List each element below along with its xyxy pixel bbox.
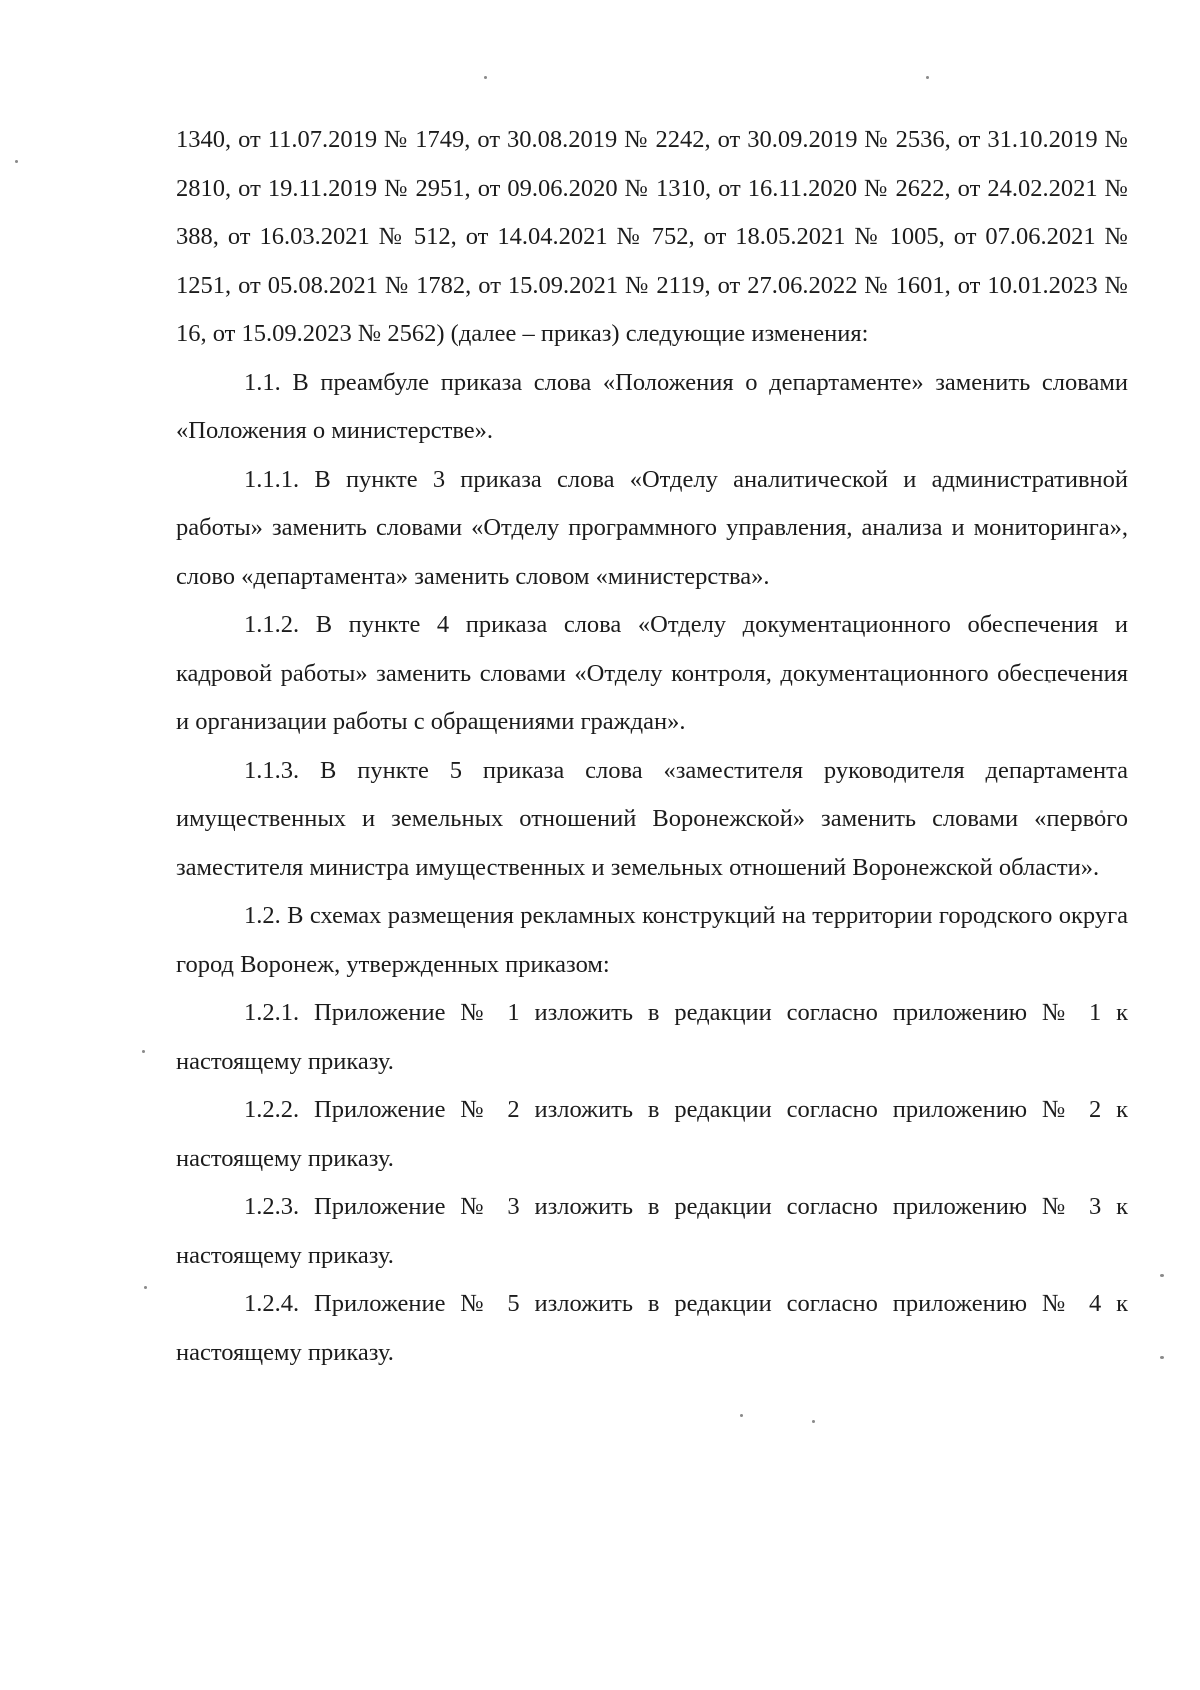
document-body [176,116,1128,1377]
paragraph-1-2-4: 1.2.4. Приложение № 5 изложить в редакции согласно приложению № 4 к настоящему приказу. [176,1290,1128,1366]
paragraph-1-2: 1.2. В схемах размещения рекламных конструкций на территории городского округа город Воронеж, утвержденных приказом: [176,902,1128,978]
scan-speck [740,1414,743,1417]
paragraph-1-1-3: 1.1.3. В пункте 5 приказа слова «заместителя руководителя департамента имущественных и земельных отношений Воронежской» заменить словами «первого заместителя министра имущественных и земельных отношений Воронежской области». [176,756,1128,881]
scan-speck [144,1286,147,1289]
paragraph-amendments-intro: 1340, от 11.07.2019 № 1749, от 30.08.2019 № 2242, от 30.09.2019 № 2536, от 31.10.2019 № 2810, от 19.11.2019 № 2951, от 09.06.2020 № 1310, от 16.11.2020 № 2622, от 24.02.2021 № 388, от 16.03.2021 № 512, от 14.04.2021 № 752, от 18.05.2021 № 1005, от 07.06.2021 № 1251, от 05.08.2021 № 1782, от 15.09.2021 № 2119, от 27.06.2022 № 1601, от 10.01.2023 № 16, от 15.09.2023 № 2562) (далее – приказ) следующие изменения: [176,126,1128,347]
paragraph-1-1-2: 1.1.2. В пункте 4 приказа слова «Отделу документационного обеспечения и кадровой работы» заменить словами «Отделу контроля, документационного обеспечения и организации работы с обращениями граждан». [176,611,1128,735]
paragraph-1-2-2: 1.2.2. Приложение № 2 изложить в редакции согласно приложению № 2 к настоящему приказу. [176,1096,1128,1172]
paragraph-1-1: 1.1. В преамбуле приказа слова «Положения о департаменте» заменить словами «Положения о министерстве». [176,368,1128,444]
paragraph-1-2-3: 1.2.3. Приложение № 3 изложить в редакции согласно приложению № 3 к настоящему приказу. [176,1193,1128,1269]
scan-speck [812,1420,815,1423]
paragraph-1-1-1: 1.1.1. В пункте 3 приказа слова «Отделу аналитической и административной работы» заменить словами «Отделу программного управления, анализа и мониторинга», слово «департамента» заменить словом «министерства». [176,465,1128,590]
scan-speck [142,1050,145,1053]
scan-speck [484,76,487,79]
scan-speck [1160,1274,1164,1277]
paragraph-1-2-1: 1.2.1. Приложение № 1 изложить в редакции согласно приложению № 1 к настоящему приказу. [176,999,1128,1075]
scan-speck [926,76,929,79]
scan-speck [15,160,18,163]
scan-speck [1160,1356,1164,1359]
